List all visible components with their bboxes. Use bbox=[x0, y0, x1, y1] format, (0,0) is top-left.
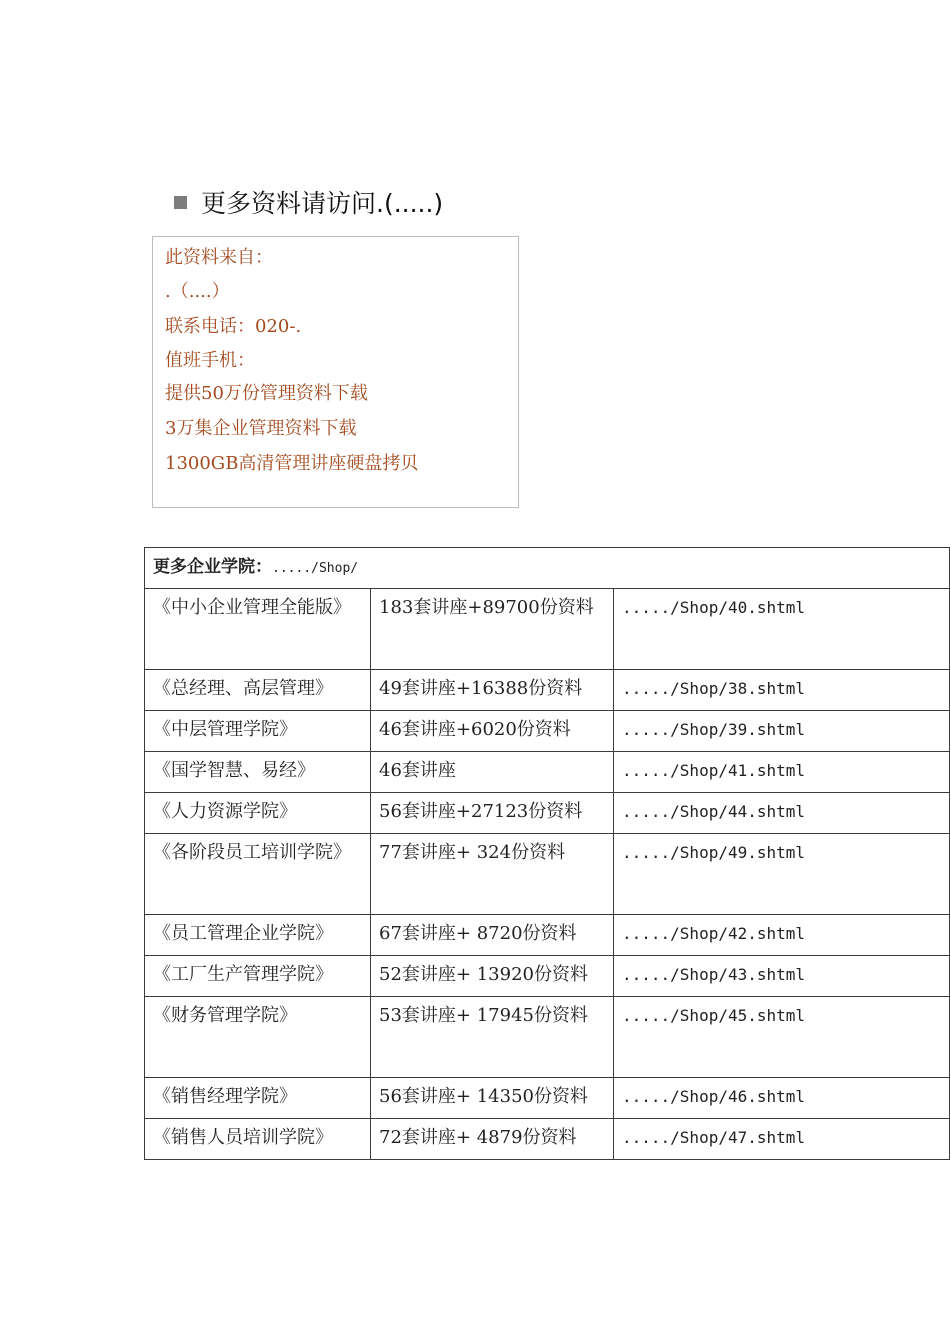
college-name: 《财务管理学院》 bbox=[145, 997, 371, 1078]
college-url-link[interactable]: ...../Shop/47.shtml bbox=[614, 1119, 950, 1160]
offer-line-2: 3万集企业管理资料下载 bbox=[165, 418, 357, 439]
table-row bbox=[145, 956, 950, 997]
college-desc: 53套讲座+ 17945份资料 bbox=[371, 997, 614, 1078]
college-url-link[interactable]: ...../Shop/46.shtml bbox=[614, 1078, 950, 1119]
source-label: 此资料来自： bbox=[165, 247, 273, 268]
header-url-link[interactable]: ...../Shop/ bbox=[272, 561, 359, 576]
college-name: 《各阶段员工培训学院》 bbox=[145, 834, 371, 915]
college-name: 《中小企业管理全能版》 bbox=[145, 589, 371, 670]
duty-mobile: 值班手机： bbox=[165, 350, 255, 371]
offer-line-1: 提供50万份管理资料下载 bbox=[165, 383, 368, 404]
table-row bbox=[145, 752, 950, 793]
college-desc: 49套讲座+16388份资料 bbox=[371, 670, 614, 711]
table-row bbox=[145, 915, 950, 956]
college-desc: 72套讲座+ 4879份资料 bbox=[371, 1119, 614, 1160]
college-desc: 46套讲座+6020份资料 bbox=[371, 711, 614, 752]
college-name: 《中层管理学院》 bbox=[145, 711, 371, 752]
heading-text: 更多资料请访问.(.....) bbox=[201, 189, 444, 218]
college-url-link[interactable]: ...../Shop/39.shtml bbox=[614, 711, 950, 752]
college-desc: 77套讲座+ 324份资料 bbox=[371, 834, 614, 915]
table-header-row bbox=[145, 548, 950, 589]
college-name: 《员工管理企业学院》 bbox=[145, 915, 371, 956]
college-name: 《人力资源学院》 bbox=[145, 793, 371, 834]
table-row bbox=[145, 1119, 950, 1160]
offer-line-3: 1300GB高清管理讲座硬盘拷贝 bbox=[165, 453, 419, 474]
college-desc: 52套讲座+ 13920份资料 bbox=[371, 956, 614, 997]
college-name: 《总经理、高层管理》 bbox=[145, 670, 371, 711]
college-url-link[interactable]: ...../Shop/44.shtml bbox=[614, 793, 950, 834]
source-info-box bbox=[152, 236, 519, 508]
table-row bbox=[145, 670, 950, 711]
header-label: 更多企业学院： bbox=[153, 557, 272, 577]
college-desc: 56套讲座+27123份资料 bbox=[371, 793, 614, 834]
college-table bbox=[144, 547, 950, 1160]
table-row bbox=[145, 1078, 950, 1119]
table-row bbox=[145, 793, 950, 834]
college-url-link[interactable]: ...../Shop/42.shtml bbox=[614, 915, 950, 956]
table-row bbox=[145, 834, 950, 915]
table-row bbox=[145, 589, 950, 670]
college-url-link[interactable]: ...../Shop/45.shtml bbox=[614, 997, 950, 1078]
page-heading bbox=[174, 184, 443, 220]
source-site: .（....） bbox=[165, 281, 230, 302]
college-name: 《销售人员培训学院》 bbox=[145, 1119, 371, 1160]
college-url-link[interactable]: ...../Shop/38.shtml bbox=[614, 670, 950, 711]
table-row bbox=[145, 711, 950, 752]
college-url-link[interactable]: ...../Shop/41.shtml bbox=[614, 752, 950, 793]
college-desc: 56套讲座+ 14350份资料 bbox=[371, 1078, 614, 1119]
college-desc: 183套讲座+89700份资料 bbox=[371, 589, 614, 670]
college-desc: 67套讲座+ 8720份资料 bbox=[371, 915, 614, 956]
college-name: 《销售经理学院》 bbox=[145, 1078, 371, 1119]
college-url-link[interactable]: ...../Shop/43.shtml bbox=[614, 956, 950, 997]
contact-phone: 联系电话：020-. bbox=[165, 316, 302, 337]
square-bullet-icon bbox=[174, 196, 187, 209]
table-header-cell bbox=[145, 548, 950, 589]
table-row bbox=[145, 997, 950, 1078]
college-name: 《工厂生产管理学院》 bbox=[145, 956, 371, 997]
college-url-link[interactable]: ...../Shop/40.shtml bbox=[614, 589, 950, 670]
college-name: 《国学智慧、易经》 bbox=[145, 752, 371, 793]
college-desc: 46套讲座 bbox=[371, 752, 614, 793]
college-url-link[interactable]: ...../Shop/49.shtml bbox=[614, 834, 950, 915]
